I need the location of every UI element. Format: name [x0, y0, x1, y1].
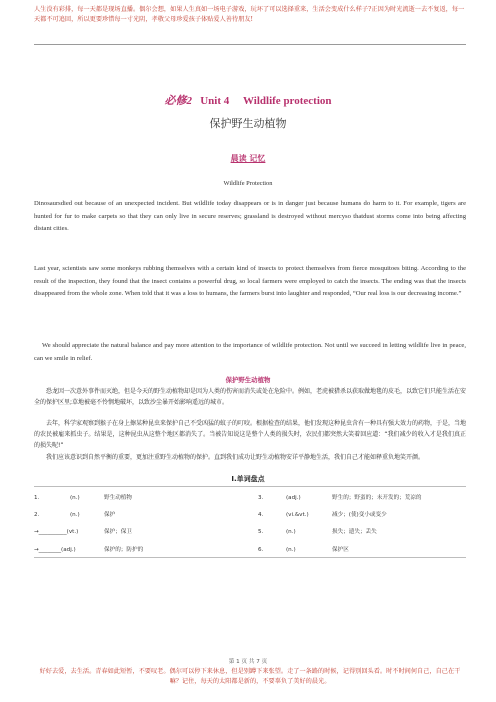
vocab-num: 2.: [34, 512, 40, 519]
vocab-right-column: [258, 490, 468, 559]
vocab-bottom-rule: [34, 557, 466, 558]
vocab-pos: (vi.&vt.): [286, 512, 309, 519]
vocab-heading: Ⅰ.单词盘点: [231, 475, 265, 483]
vocab-left-column: [34, 490, 244, 559]
vocab-pos: (n.): [70, 495, 80, 501]
header-motto: 人生没有彩排，每一天都是现场直播。偶尔会想，如果人生真如一场电子游戏，玩坏了可以选择重来，生活会变成什么样子?正因为时光流逝一去不复返，每一天都不可追回，所以更要珍惜每一寸光阴，孝敬父母珍爱孩子体贴爱人善待朋友!: [34, 6, 465, 23]
vocab-meaning: 保护区: [332, 546, 349, 553]
topic-label: Wildlife protection: [243, 95, 332, 107]
vocab-row: [258, 507, 468, 524]
translation-paragraph-2: 去年，科学家观察到猴子在身上擦某种昆虫来保护自己不受凶猛的蚊子的叮咬。根据检查的结果，他们发现这种昆虫含有一种具有强大效力的药物，于是，当地的农民被雇来抓虫子。结果是，这种昆虫从这整个地区都消失了。当被告知说这是整个人类的损失时，农民们都突然大笑着回应道：“我们减少的收入才是我们真正的损失呢!”: [34, 420, 467, 449]
vocab-row: [258, 490, 468, 507]
translation-paragraph-3: 我们应该意识到自然平衡的重要，更加注重野生动植物的保护。直到我们成功让野生动植物安详平静地生活，我们自己才能如释重负地笑开颜。: [46, 454, 425, 461]
vocab-num: 3.: [258, 495, 264, 501]
article-paragraph-1: Dinosaursdied out because of an unexpected incident. But wildlife today disappears or is in danger just because humans do harm to it. For example, tigers are hunted for fur to make carpets so that they can only live in secure reserves; grassland is destroyed without mercyso thatdust storms come into being affecting distant cities.: [34, 200, 466, 233]
vocab-row: [34, 524, 244, 541]
translation-paragraph-1: 恐龙因一次意外事件而灭绝，但是今天的野生动植物却是因为人类的伤害而消失或处在危险中。例如，老虎被猎杀以获取做地毯的皮毛，以致它们只能生活在安全的保护区里;草地被毫不怜悯地破坏，以致沙尘暴开始影响遥远的城市。: [34, 388, 467, 406]
article-paragraph-3: We should appreciate the natural balance and pay more attention to the importance of wildlife protection. Not until we succeed in letting wildlife live in peace, can we smile in relief.: [34, 342, 466, 362]
translation-title: 保护野生动植物: [225, 376, 271, 384]
vocab-num: →__________(vt.): [34, 529, 79, 536]
vocab-row: [34, 507, 244, 524]
recitation-heading-text: 晨读 记忆: [230, 154, 266, 163]
article-title: Wildlife Protection: [223, 180, 273, 187]
vocab-num: →________(adj.): [34, 546, 76, 553]
article-paragraph-2: Last year, scientists saw some monkeys rubbing themselves with a certain kind of insects to protect themselves from fierce mosquitoes biting. According to the result of the inspection, they found that the insect contains a powerful drug, so local farmers were employed to catch the insects. The ending was that the insects disappeared from the whole zone. When told that it was a loss to humans, the farmers burst into laughter and responded, “Our real loss is our decreasing income.”: [34, 265, 466, 298]
unit-label: Unit 4: [200, 95, 230, 107]
vocab-meaning: 保护；保卫: [104, 529, 132, 536]
vocab-meaning: 野生动植物: [104, 495, 132, 501]
vocab-pos: (n.): [286, 529, 296, 536]
page-subtitle: 保护野生动植物: [209, 117, 287, 130]
vocab-pos: (n.): [70, 512, 80, 519]
vocab-meaning: 损失；遗失；丢失: [332, 529, 377, 536]
vocab-meaning: 保护的；防护的: [104, 546, 144, 553]
vocab-pos: (adj.): [286, 495, 301, 501]
recitation-heading: [0, 153, 496, 164]
vocab-meaning: 野生的；野蛮的；未开发的；荒凉的: [332, 495, 422, 501]
vocab-num: 1.: [34, 495, 40, 501]
vocab-num: 5.: [258, 529, 264, 536]
vocab-num: 6.: [258, 546, 264, 553]
vocab-meaning: 减少；(使)变小或变少: [332, 512, 387, 519]
book-label: 必修2: [164, 95, 192, 107]
page-title: [0, 92, 496, 108]
header-divider: [34, 44, 466, 45]
vocab-meaning: 保护: [104, 512, 116, 519]
vocab-row: [258, 524, 468, 541]
vocab-pos: (n.): [286, 546, 296, 553]
page-number: 第 1 页 共 7 页: [228, 659, 268, 665]
vocab-num: 4.: [258, 512, 264, 519]
footer-motto: 好好去爱，去生活。青春如此短暂，不要叹老。偶尔可以停下来休息，但是别蹲下来张望。走了一条路的时候，记得别回头看。时不时间何自己，自己在干嘛？记住，每天的太阳都是新的，不要辜负了美好的晨光。: [39, 668, 461, 685]
vocab-top-rule: [34, 486, 466, 487]
vocab-row: [34, 490, 244, 507]
